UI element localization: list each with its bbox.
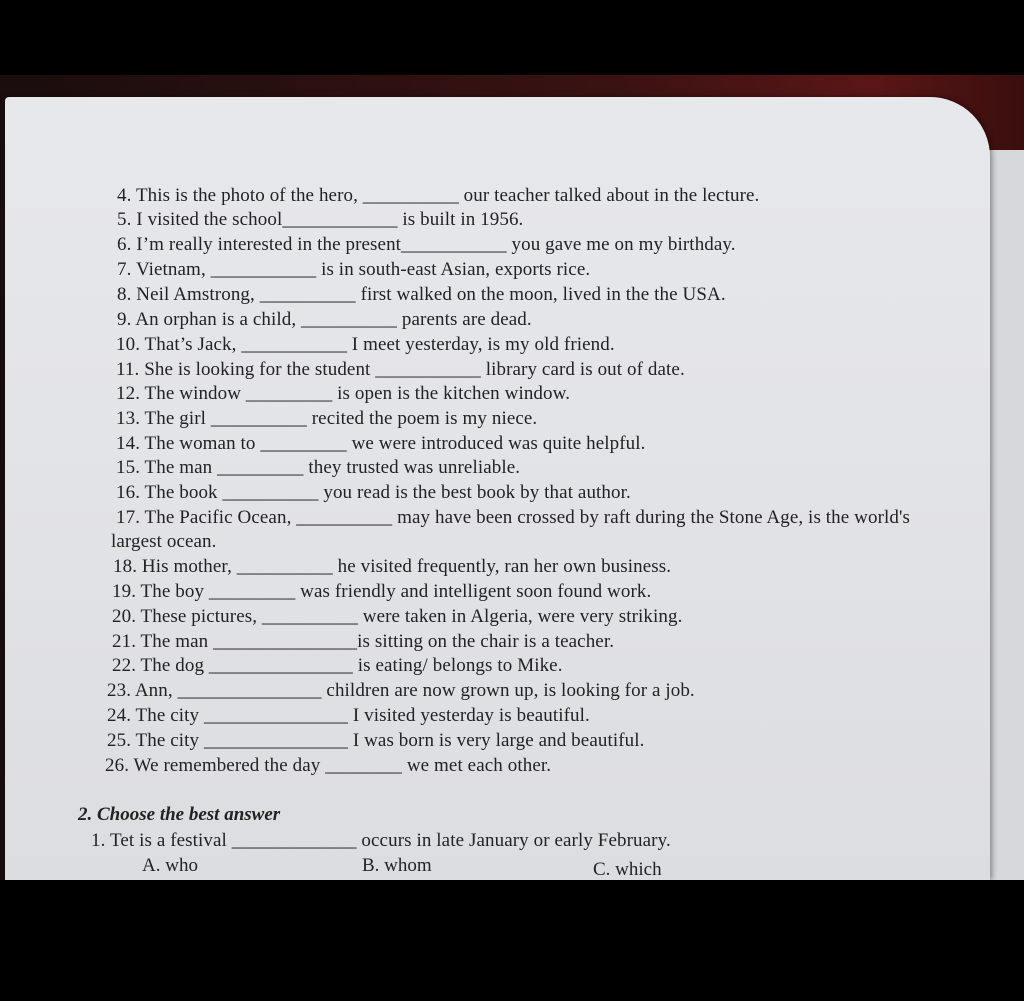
exercise-line: 26. We remembered the day ________ we met each other.	[105, 755, 552, 776]
exercise-line: 16. The book __________ you read is the best book by that author.	[116, 482, 631, 503]
section-heading: 2. Choose the best answer	[78, 804, 281, 825]
exercise-line: 17. The Pacific Ocean, __________ may have been crossed by raft during the Stone Age, is the world's	[116, 507, 910, 528]
exercise-line: 24. The city _______________ I visited yesterday is beautiful.	[107, 705, 590, 726]
exercise-line: 25. The city _______________ I was born is very large and beautiful.	[107, 730, 645, 751]
exercise-line: 8. Neil Amstrong, __________ first walked on the moon, lived in the the USA.	[117, 284, 726, 305]
exercise-line: 19. The boy _________ was friendly and intelligent soon found work.	[112, 581, 652, 602]
bottom-bar	[0, 880, 1024, 1001]
exercise-line: 6. I’m really interested in the present___________ you gave me on my birthday.	[117, 234, 736, 255]
exercise-line: 9. An orphan is a child, __________ parents are dead.	[117, 309, 532, 330]
exercise-line: 22. The dog _______________ is eating/ belongs to Mike.	[112, 655, 563, 676]
exercise-line: 20. These pictures, __________ were taken in Algeria, were very striking.	[112, 606, 683, 627]
exercise-line: 11. She is looking for the student ___________ library card is out of date.	[116, 359, 685, 380]
exercise-line: 18. His mother, __________ he visited frequently, ran her own business.	[113, 556, 672, 577]
question-line: 1. Tet is a festival _____________ occurs in late January or early February.	[91, 830, 671, 851]
exercise-line: 15. The man _________ they trusted was unreliable.	[116, 457, 521, 478]
exercise-line: 12. The window _________ is open is the kitchen window.	[116, 383, 571, 404]
exercise-line: 5. I visited the school____________ is built in 1956.	[117, 209, 524, 230]
exercise-line: largest ocean.	[111, 531, 217, 552]
exercise-line: 13. The girl __________ recited the poem is my niece.	[116, 408, 538, 429]
exercise-line: 10. That’s Jack, ___________ I meet yesterday, is my old friend.	[116, 334, 615, 355]
choice-c: C. which	[593, 859, 662, 880]
choice-a: A. who	[142, 855, 198, 876]
choice-b: B. whom	[362, 855, 432, 876]
exercise-line: 14. The woman to _________ we were introduced was quite helpful.	[116, 433, 646, 454]
exercise-line: 23. Ann, _______________ children are now grown up, is looking for a job.	[107, 680, 695, 701]
book-page	[5, 97, 990, 880]
exercise-line: 7. Vietnam, ___________ is in south-east Asian, exports rice.	[117, 259, 591, 280]
exercise-line: 21. The man _______________is sitting on the chair is a teacher.	[112, 631, 615, 652]
exercise-line: 4. This is the photo of the hero, __________ our teacher talked about in the lecture.	[117, 185, 760, 206]
